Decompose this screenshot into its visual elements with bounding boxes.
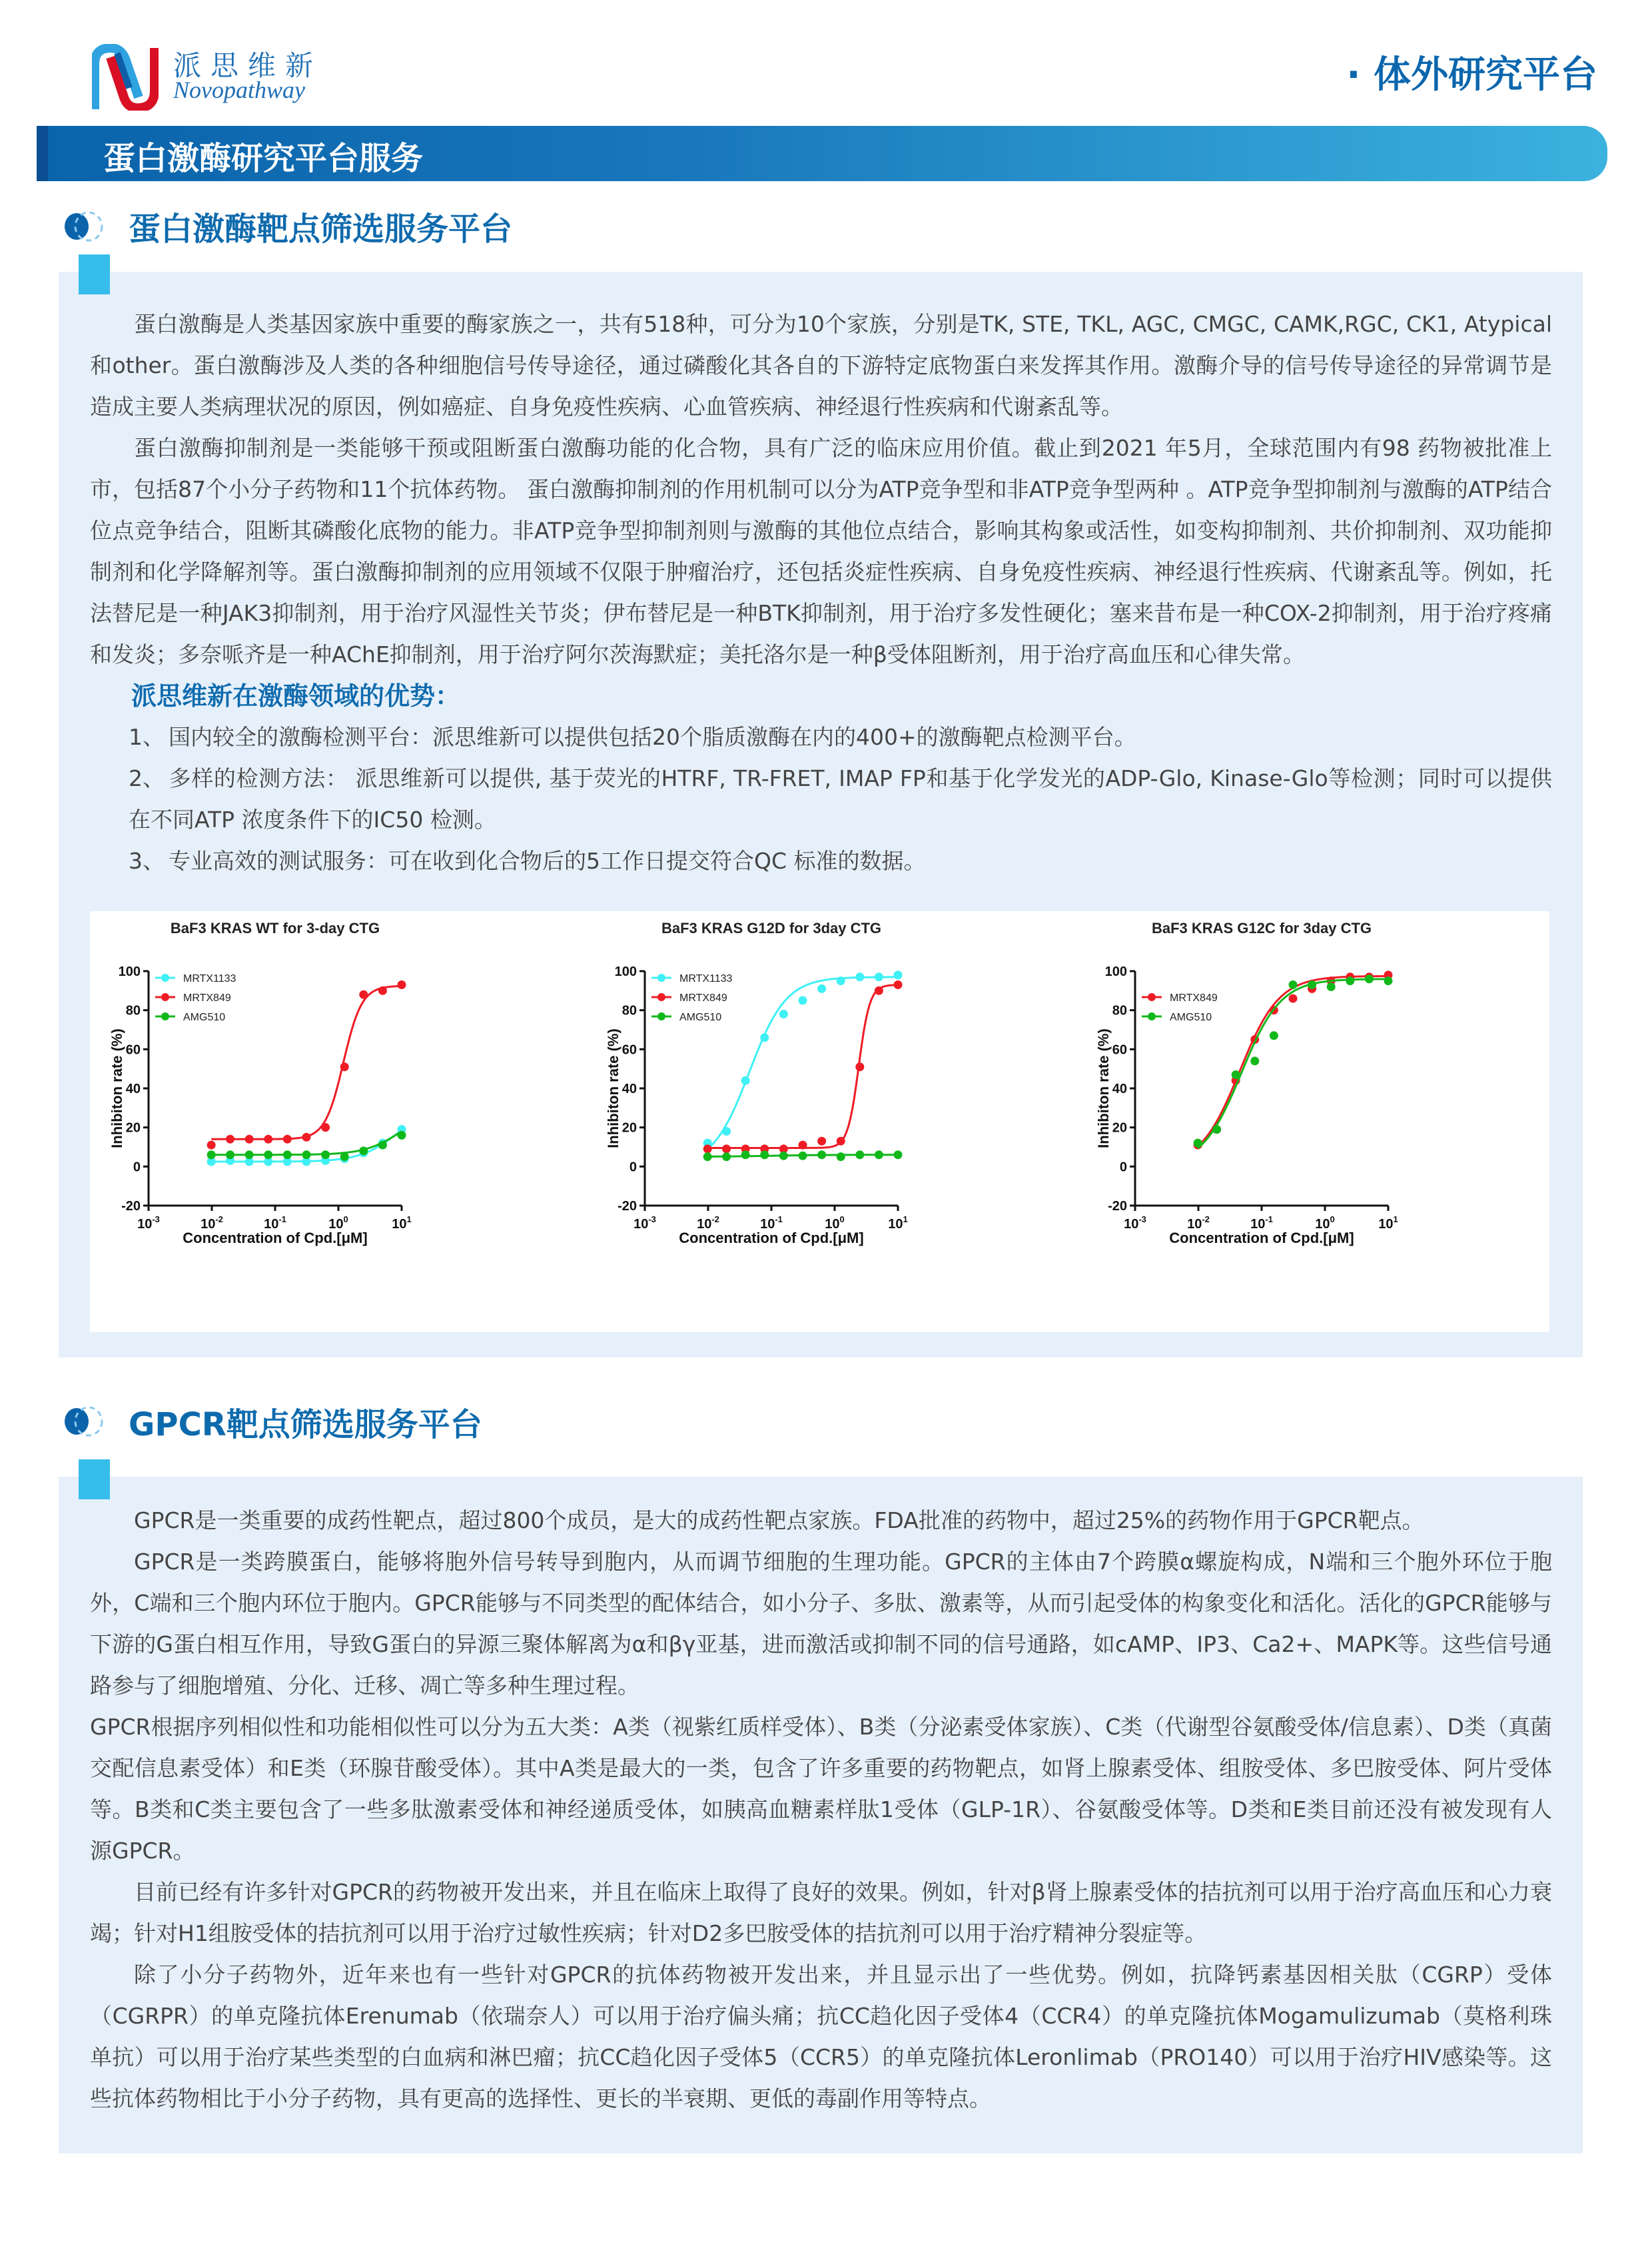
data-point-mrtx849	[817, 1137, 826, 1146]
data-point-amg510	[1212, 1125, 1221, 1134]
data-point-mrtx849	[302, 1133, 311, 1142]
data-point-amg510	[1384, 976, 1393, 985]
data-point-mrtx849	[207, 1141, 216, 1150]
y-tick-label: 80	[1112, 1003, 1127, 1018]
x-tick-label: $10^{-3}$	[137, 1214, 160, 1232]
legend-marker	[161, 993, 169, 1001]
y-tick-label: 40	[125, 1082, 141, 1096]
x-axis-label: Concentration of Cpd.[μM]	[1169, 1230, 1354, 1246]
section-bullet-icon	[62, 208, 109, 245]
y-tick-label: -20	[121, 1199, 141, 1214]
data-point-mrtx849	[1289, 994, 1298, 1003]
advantage-number: 3、	[129, 848, 165, 874]
legend-marker	[161, 1012, 169, 1020]
data-point-amg510	[1250, 1056, 1259, 1065]
y-axis-label: Inhibiton rate (%)	[605, 1028, 621, 1148]
legend-label: MRTX849	[183, 992, 231, 1004]
legend-label: AMG510	[679, 1012, 722, 1023]
x-axis-label: Concentration of Cpd.[μM]	[183, 1230, 368, 1246]
section-banner	[37, 126, 1607, 181]
series-curve-mrtx849	[707, 985, 898, 1148]
data-point-amg510	[1194, 1139, 1202, 1148]
data-point-mrtx849	[703, 1144, 712, 1153]
x-tick-label: $10^{-3}$	[1124, 1214, 1146, 1232]
advantage-number: 1、	[129, 724, 165, 750]
data-point-amg510	[722, 1152, 731, 1161]
advantage-text: 国内较全的激酶检测平台：派思维新可以提供包括20个脂质激酶在内的400+的激酶靶点检测平台。	[169, 724, 1136, 750]
data-point-amg510	[359, 1146, 368, 1155]
kinase-paragraph: 蛋白激酶抑制剂是一类能够干预或阻断蛋白激酶功能的化合物，具有广泛的临床应用价值。截止到2021 年5月，全球范围内有98 药物被批准上市，包括87个小分子药物和11个抗体药物。 蛋白激酶抑制剂的作用机制可以分为ATP竞争型和非ATP竞争型两种 。ATP竞争型抑制剂与激酶的ATP结合位点竞争结合，阻断其磷酸化底物的能力。非ATP竞争型抑制剂则与激酶的其他位点结合，影响其构象或活性，如变构抑制剂、共价抑制剂、双功能抑制剂和化学降解剂等。蛋白激酶抑制剂的应用领域不仅限于肿瘤治疗，还包括炎症性疾病、自身免疫性疾病、神经退行性疾病、代谢紊乱等。例如，托法替尼是一种JAK3抑制剂，用于治疗风湿性关节炎；伊布替尼是一种BTK抑制剂，用于治疗多发性硬化；塞来昔布是一种COX-2抑制剂，用于治疗疼痛和发炎；多奈哌齐是一种AChE抑制剂，用于治疗阿尔茨海默症；美托洛尔是一种β受体阻断剂，用于治疗高血压和心律失常。	[90, 435, 1552, 667]
y-tick-label: 100	[118, 964, 141, 979]
y-tick-label: 100	[1104, 964, 1127, 979]
data-point-amg510	[760, 1150, 769, 1159]
y-tick-label: -20	[1108, 1199, 1127, 1214]
y-tick-label: 40	[1112, 1082, 1127, 1096]
x-tick-label: $10^0$	[1315, 1214, 1335, 1232]
data-point-mrtx1133	[760, 1033, 769, 1042]
x-tick-label: $10^0$	[825, 1214, 845, 1232]
data-point-amg510	[378, 1141, 387, 1150]
data-point-mrtx1133	[779, 1010, 788, 1018]
gpcr-paragraph: GPCR根据序列相似性和功能相似性可以分为五大类：A类（视紫红质样受体）、B类（分泌素受体家族）、C类（代谢型谷氨酸受体/信息素）、D类（真菌交配信息素受体）和E类（环腺苷酸受体）。其中A类是最大的一类，包含了许多重要的药物靶点，如肾上腺素受体、组胺受体、多巴胺受体、阿片受体等。B类和C类主要包含了一些多肽激素受体和神经递质受体，如胰高血糖素样肽1受体（GLP-1R）、谷氨酸受体等。D类和E类目前还没有被发现有人源GPCR。	[90, 1714, 1552, 1864]
data-point-mrtx849	[340, 1062, 349, 1071]
legend-label: MRTX849	[679, 992, 727, 1004]
data-point-amg510	[741, 1150, 750, 1159]
x-tick-label: $10^{-2}$	[1187, 1214, 1210, 1232]
data-point-amg510	[264, 1150, 272, 1159]
kinase-paragraph: 蛋白激酶是人类基因家族中重要的酶家族之一，共有518种，可分为10个家族，分别是TK, STE, TKL, AGC, CMGC, CAMK,RGC, CK1, Atypical 和other。蛋白激酶涉及人类的各种细胞信号传导途径，通过磷酸化其各自的下游特定底物蛋白来发挥其作用。激酶介导的信号传导途径的异常调节是造成主要人类病理状况的原因，例如癌症、自身免疫性疾病、心血管疾病、神经退行性疾病和代谢紊乱等。	[90, 311, 1552, 420]
y-tick-label: 0	[133, 1160, 141, 1175]
data-point-mrtx849	[283, 1135, 292, 1144]
data-point-amg510	[1308, 980, 1316, 989]
y-tick-label: 20	[621, 1120, 637, 1136]
x-tick-label: $10^{-2}$	[201, 1214, 223, 1232]
series-curve-mrtx849	[211, 986, 402, 1139]
data-point-mrtx1133	[817, 984, 826, 993]
data-point-mrtx849	[837, 1137, 845, 1146]
x-tick-label: $10^{-1}$	[264, 1214, 286, 1232]
legend-marker	[1148, 993, 1156, 1001]
gpcr-paragraph: 除了小分子药物外，近年来也有一些针对GPCR的抗体药物被开发出来，并且显示出了一些优势。例如，抗降钙素基因相关肽（CGRP）受体（CGRPR）的单克隆抗体Erenumab（依瑞奈人）可以用于治疗偏头痛；抗CC趋化因子受体4（CCR4）的单克隆抗体Mogamulizumab（莫格利珠单抗）可以用于治疗某些类型的白血病和淋巴瘤；抗CC趋化因子受体5（CCR5）的单克隆抗体Leronlimab（PRO140）可以用于治疗HIV感染等。这些抗体药物相比于小分子药物，具有更高的选择性、更长的半衰期、更低的毒副作用等特点。	[90, 1962, 1552, 2111]
company-logo	[92, 44, 438, 111]
logo-chinese-name: 派思维新	[173, 49, 323, 82]
chart-title: BaF3 KRAS G12D for 3day CTG	[661, 920, 882, 936]
banner-title: 蛋白激酶研究平台服务	[103, 140, 424, 177]
data-point-mrtx849	[321, 1123, 330, 1132]
advantage-number: 2、	[129, 765, 165, 791]
y-tick-label: 100	[614, 964, 637, 979]
data-point-amg510	[321, 1150, 330, 1159]
x-tick-label: $10^1$	[888, 1214, 908, 1232]
gpcr-paragraph: GPCR是一类重要的成药性靶点，超过800个成员，是大的成药性靶点家族。FDA批准的药物中，超过25%的药物作用于GPCR靶点。	[134, 1507, 1424, 1533]
data-point-mrtx1133	[875, 972, 883, 981]
section-marker	[79, 254, 110, 294]
data-point-mrtx849	[875, 986, 883, 995]
data-point-amg510	[302, 1150, 311, 1159]
data-point-amg510	[1232, 1070, 1240, 1079]
kinase-text-block	[90, 304, 1552, 882]
data-point-amg510	[894, 1150, 903, 1159]
chart-kras-g12c	[1076, 911, 1569, 1332]
x-tick-label: $10^{-3}$	[633, 1214, 656, 1232]
y-tick-label: 60	[1112, 1042, 1127, 1058]
advantage-item	[90, 758, 1552, 841]
data-point-mrtx849	[378, 986, 387, 995]
logo-english-name: Novopathway	[173, 77, 305, 103]
y-tick-label: 20	[125, 1120, 141, 1136]
legend-marker	[161, 974, 169, 982]
section-bullet-icon	[62, 1403, 109, 1440]
advantage-item	[90, 841, 1552, 882]
legend-label: MRTX849	[1170, 992, 1218, 1004]
data-point-amg510	[855, 1150, 864, 1159]
y-tick-label: 0	[1119, 1160, 1127, 1175]
section-marker	[79, 1459, 110, 1499]
dose-response-charts	[90, 911, 1549, 1332]
gpcr-text-block	[90, 1500, 1552, 2119]
x-axis-label: Concentration of Cpd.[μM]	[679, 1230, 864, 1246]
data-point-amg510	[799, 1152, 807, 1160]
x-tick-label: $10^1$	[392, 1214, 412, 1232]
data-point-mrtx849	[799, 1141, 807, 1150]
data-point-amg510	[779, 1152, 788, 1160]
chart-kras-wt	[90, 911, 583, 1332]
advantage-text: 多样的检测方法： 派思维新可以提供, 基于荧光的HTRF, TR-FRET, IMAP FP和基于化学发光的ADP-Glo, Kinase-Glo等检测；同时可以提供在不同ATP 浓度条件下的IC50 检测。	[129, 765, 1552, 833]
legend-marker	[657, 1012, 665, 1020]
gpcr-paragraph: GPCR是一类跨膜蛋白，能够将胞外信号转导到胞内，从而调节细胞的生理功能。GPCR的主体由7个跨膜α螺旋构成，N端和三个胞外环位于胞外，C端和三个胞内环位于胞内。GPCR能够与不同类型的配体结合，如小分子、多肽、激素等，从而引起受体的构象变化和活化。活化的GPCR能够与下游的G蛋白相互作用，导致G蛋白的异源三聚体解离为α和βγ亚基，进而激活或抑制不同的信号通路，如cAMP、IP3、Ca2+、MAPK等。这些信号通路参与了细胞增殖、分化、迁移、凋亡等多种生理过程。	[90, 1549, 1552, 1698]
data-point-amg510	[1346, 976, 1354, 985]
chart-title: BaF3 KRAS G12C for 3day CTG	[1151, 920, 1372, 936]
series-curve-amg510	[1198, 979, 1388, 1148]
data-point-amg510	[1327, 982, 1336, 991]
platform-title: · 体外研究平台	[1346, 53, 1597, 97]
data-point-mrtx849	[359, 990, 368, 999]
gpcr-section-title: GPCR靶点筛选服务平台	[129, 1406, 482, 1443]
gpcr-paragraph: 目前已经有许多针对GPCR的药物被开发出来，并且在临床上取得了良好的效果。例如，针对β肾上腺素受体的拮抗剂可以用于治疗高血压和心力衰竭；针对H1组胺受体的拮抗剂可以用于治疗过敏性疾病；针对D2多巴胺受体的拮抗剂可以用于治疗精神分裂症等。	[90, 1879, 1552, 1946]
data-point-mrtx849	[722, 1144, 731, 1153]
x-tick-label: $10^0$	[328, 1214, 348, 1232]
data-point-amg510	[1365, 974, 1374, 983]
advantages-title: 派思维新在激酶领域的优势：	[131, 681, 461, 711]
data-point-amg510	[875, 1150, 883, 1159]
data-point-mrtx1133	[722, 1127, 731, 1136]
legend-marker	[657, 993, 665, 1001]
data-point-amg510	[1270, 1031, 1278, 1040]
data-point-amg510	[837, 1152, 845, 1161]
x-tick-label: $10^{-2}$	[697, 1214, 719, 1232]
data-point-mrtx849	[398, 980, 406, 989]
x-tick-label: $10^{-1}$	[1250, 1214, 1273, 1232]
data-point-amg510	[226, 1150, 234, 1159]
y-axis-label: Inhibiton rate (%)	[109, 1028, 125, 1148]
x-tick-label: $10^1$	[1378, 1214, 1398, 1232]
y-tick-label: 20	[1112, 1120, 1127, 1136]
data-point-mrtx1133	[837, 976, 845, 985]
data-point-mrtx849	[264, 1135, 272, 1144]
data-point-mrtx1133	[855, 972, 864, 981]
data-point-amg510	[245, 1150, 254, 1159]
data-point-mrtx1133	[894, 970, 903, 979]
y-tick-label: -20	[618, 1199, 637, 1214]
chart-kras-g12d	[586, 911, 1079, 1332]
y-tick-label: 0	[629, 1160, 637, 1175]
data-point-amg510	[398, 1131, 406, 1140]
data-point-mrtx1133	[741, 1076, 750, 1085]
legend-label: AMG510	[1170, 1012, 1212, 1023]
data-point-amg510	[703, 1152, 712, 1161]
banner-accent-bar	[37, 126, 48, 181]
data-point-mrtx849	[894, 980, 903, 989]
logo-mark-icon	[92, 44, 159, 111]
chart-title: BaF3 KRAS WT for 3-day CTG	[170, 920, 380, 936]
legend-marker	[1148, 1012, 1156, 1020]
data-point-amg510	[817, 1150, 826, 1159]
legend-label: MRTX1133	[679, 973, 733, 984]
y-tick-label: 40	[621, 1082, 637, 1096]
advantage-text: 专业高效的测试服务：可在收到化合物后的5工作日提交符合QC 标准的数据。	[169, 848, 926, 874]
data-point-amg510	[283, 1150, 292, 1159]
y-tick-label: 60	[125, 1042, 141, 1058]
y-tick-label: 60	[621, 1042, 637, 1058]
data-point-mrtx849	[855, 1062, 864, 1071]
data-point-mrtx849	[226, 1135, 234, 1144]
y-axis-label: Inhibiton rate (%)	[1095, 1028, 1112, 1148]
legend-label: AMG510	[183, 1012, 226, 1023]
y-tick-label: 80	[621, 1003, 637, 1018]
legend-marker	[657, 974, 665, 982]
kinase-section-title: 蛋白激酶靶点筛选服务平台	[129, 210, 513, 248]
x-tick-label: $10^{-1}$	[760, 1214, 783, 1232]
data-point-mrtx1133	[799, 996, 807, 1005]
legend-label: MRTX1133	[183, 973, 236, 984]
data-point-amg510	[1289, 980, 1298, 989]
data-point-mrtx849	[245, 1135, 254, 1144]
data-point-amg510	[340, 1152, 349, 1161]
data-point-amg510	[207, 1150, 216, 1159]
advantage-item	[90, 717, 1552, 758]
y-tick-label: 80	[125, 1003, 141, 1018]
